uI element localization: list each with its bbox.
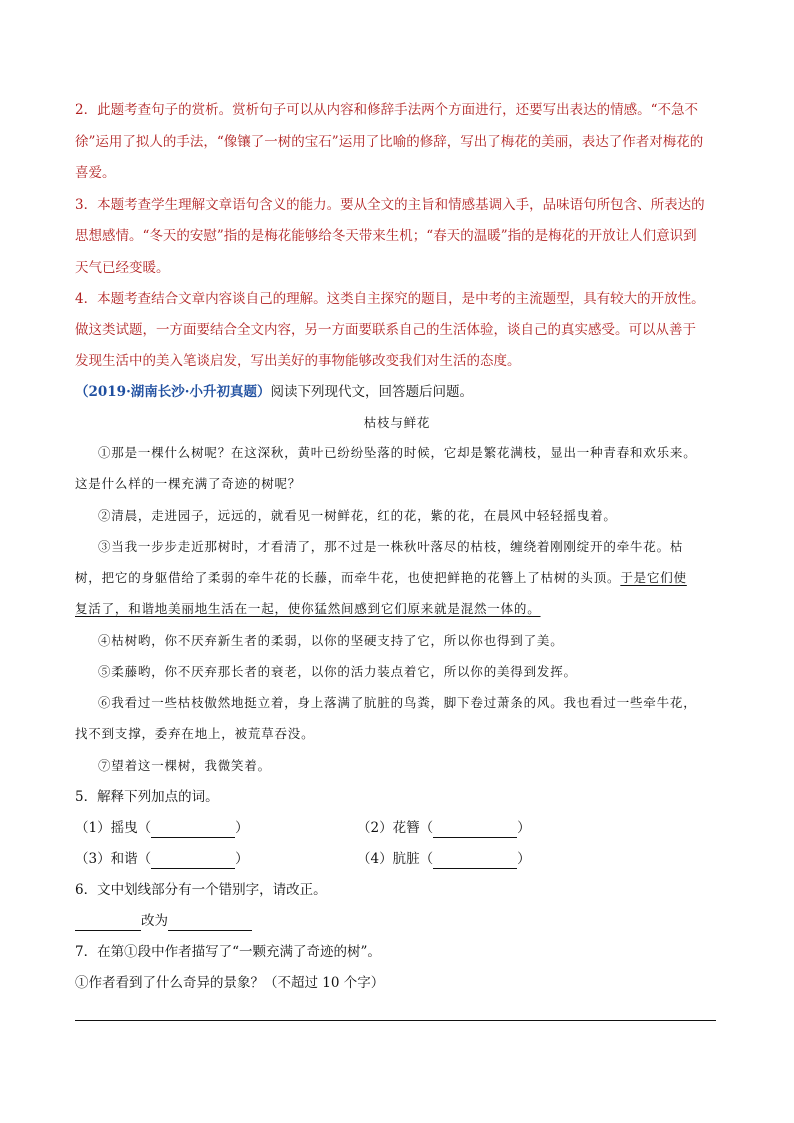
answer-blank-3[interactable] — [151, 853, 235, 869]
q5-item-1-label: （1）摇曳（ — [75, 820, 152, 836]
passage-p6-line-1: ⑥我看过一些枯枝傲然地挺立着，身上落满了肮脏的鸟粪，脚下卷过萧条的风。我也看过一些牵牛花， — [98, 695, 697, 710]
passage-p5: ⑤柔藤哟，你不厌弃那长者的衰老，以你的活力装点着它，所以你的美得到发挥。 — [98, 664, 577, 679]
answer-blank-1[interactable] — [151, 822, 235, 838]
analysis-2-line-2: 徐”运用了拟人的手法，“像镶了一树的宝石”运用了比喻的修辞，写出了梅花的美丽，表达了作者对梅花的 — [75, 134, 704, 150]
passage-title: 枯枝与鲜花 — [363, 415, 431, 430]
passage-p3-line-3 — [75, 599, 541, 619]
q5-item-2-label: （2）花簪（ — [357, 820, 434, 836]
underlined-sentence-end: 复活了，和谐地美丽地生活在一起，使你猛然间感到它们原来就是混然一体的。 — [75, 601, 541, 616]
q5-item-2 — [357, 818, 531, 838]
q6-change-to: 改为 — [141, 913, 168, 929]
analysis-3-line-2: 思想感情。“冬天的安慰”指的是梅花能够给冬天带来生机；“春天的温暖”指的是梅花的开放让人们意识到 — [75, 228, 697, 244]
answer-blank-4[interactable] — [433, 853, 517, 869]
passage-p2: ②清晨，走进园子，远远的，就看见一树鲜花，红的花，紫的花，在晨风中轻轻摇曳着。 — [98, 508, 617, 523]
analysis-4-line-2: 做这类试题，一方面要结合全文内容，另一方面要联系自己的生活体验，谈自己的真实感受。可以从善于 — [75, 322, 696, 338]
correct-char-blank[interactable] — [168, 915, 252, 931]
passage-p3-line-1: ③当我一步步走近那树时，才看清了，那不过是一株秋叶落尽的枯枝，缠绕着刚刚绽开的牵牛花。枯 — [98, 539, 684, 554]
q6-answer-line — [75, 911, 252, 931]
passage-p6-line-2: 找不到支撑，委弃在地上，被荒草吞没。 — [75, 726, 315, 741]
analysis-2-line-3: 喜爱。 — [75, 165, 116, 181]
passage-p1-line-1: ①那是一棵什么树呢？在这深秋，黄叶已纷纷坠落的时候，它却是繁花满枝，显出一种青春和欢乐来。 — [98, 445, 697, 460]
q5-item-4-label: （4）肮脏（ — [357, 851, 434, 867]
analysis-4-line-1: 4．本题考查结合文章内容谈自己的理解。这类自主探究的题目，是中考的主流题型，具有较大的开放性。 — [75, 291, 705, 307]
underlined-sentence-start: 于是它们使 — [620, 570, 687, 585]
analysis-3-line-3: 天气已经变暖。 — [75, 260, 170, 276]
q5-item-3 — [75, 849, 249, 869]
q7-answer-line[interactable] — [75, 1020, 716, 1021]
q5-item-1-close: ） — [235, 820, 249, 836]
q5-item-4-close: ） — [517, 851, 531, 867]
analysis-4-line-3: 发现生活中的美入笔谈启发，写出美好的事物能够改变我们对生活的态度。 — [75, 353, 521, 369]
q7-prompt: 7．在第①段中作者描写了“一颗充满了奇迹的树”。 — [75, 944, 381, 960]
q5-item-2-close: ） — [517, 820, 531, 836]
q5-item-3-label: （3）和谐（ — [75, 851, 152, 867]
passage-p3-line-2-text: 树，把它的身躯借给了柔弱的牵牛花的长藤，而牵牛花，也使把鲜艳的花簪上了枯树的头顶。 — [75, 570, 621, 585]
q5-item-3-close: ） — [235, 851, 249, 867]
source-tag: （2019·湖南长沙·小升初真题） — [75, 384, 271, 400]
answer-blank-2[interactable] — [433, 822, 517, 838]
passage-p4: ④枯树哟，你不厌弃新生者的柔弱，以你的坚硬支持了它，所以你也得到了美。 — [98, 633, 564, 648]
analysis-2-line-1: 2．此题考查句子的赏析。赏析句子可以从内容和修辞手法两个方面进行，还要写出表达的情感。“不急不 — [75, 102, 698, 118]
passage-p1-line-2: 这是什么样的一棵充满了奇迹的树呢？ — [75, 476, 302, 491]
reading-instruction: 阅读下列现代文，回答题后问题。 — [270, 384, 473, 400]
analysis-3-line-1: 3．本题考查学生理解文章语句含义的能力。要从全文的主旨和情感基调入手，品味语句所包含、所表达的 — [75, 197, 705, 213]
q5-prompt: 5．解释下列加点的词。 — [75, 789, 219, 805]
wrong-char-blank[interactable] — [75, 915, 141, 931]
passage-p3-line-2 — [75, 568, 687, 588]
q7-sub-question-1: ①作者看到了什么奇异的景象？（不超过 10 个字） — [75, 975, 385, 991]
q5-item-4 — [357, 849, 531, 869]
question-source-line — [75, 382, 473, 402]
passage-p7: ⑦望着这一棵树，我微笑着。 — [98, 758, 271, 773]
q6-prompt: 6．文中划线部分有一个错别字，请改正。 — [75, 882, 327, 898]
q5-item-1 — [75, 818, 249, 838]
